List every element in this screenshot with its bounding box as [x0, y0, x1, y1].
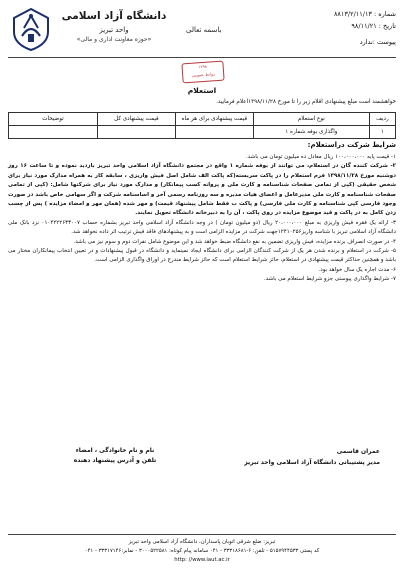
bidder-name-label: نام و نام خانوادگی ، امضاء — [75, 447, 155, 454]
university-heading — [54, 10, 174, 43]
condition-item: ۳- ارائه یک فقره فیش واریزی به مبلغ ۲۰،۰۰۰،۰۰۰ ریال (دو میلیون تومان ) در وجه دانشگاه آزاد اسلامی واحد تبریز بشماره حساب ۰۱۰۴۲۲۲۶۳۳۰۰۷ نزد بانک ملی دانشگاه آزاد اسلامی تبریز با شناسه واریز۱۲۴۱۰۲۵۶جهت شرکت در مزایده الزامی است و به پیشنهادهای فاقد فیش ترتیب اثر داده نخواهد شد. — [8, 219, 396, 236]
column-header: قیمت پیشنهادی کل — [97, 113, 175, 126]
condition-item: ۶- مدت اجاره یک سال خواهد بود. — [318, 266, 396, 273]
letter-meta — [246, 8, 396, 48]
registry-stamp — [181, 61, 224, 84]
table-row — [9, 126, 396, 139]
intro-text: خواهشمند است مبلغ پیشنهادی اقلام زیر را تا مورخ ۱۳۹۸/۱۱/۲۸اعلام فرمایید. — [216, 99, 396, 105]
condition-item: ۴- در صورت انصراف برنده مزایده، فیش واریزی تضمین به نفع دانشگاه ضبط خواهد شد و این موضوع شامل نفرات دوم و سوم نیز می باشد. — [73, 238, 396, 245]
letter-date: تاریخ : ۹۸/۱۱/۲۱ — [351, 22, 396, 30]
condition-item: ۵- شرکت در استعلام و برنده شدن هر یک از شرکت کنندگان الزامی برای دانشگاه ایجاد نمینماید و دانشگاه در قبول پیشنهادات و در تعیین انتخاب پیمانکاران مختار می باشد و همچنین حداکثر قیمت پیشنهادی در استعلام، حائز شرایط استعلام است که حائز شرایط مندرج در اوراق واگذاری الزامی است. — [8, 248, 396, 264]
column-header: ردیف — [369, 113, 395, 126]
condition-item: ۷- شرایط واگذاری پیوستی جزو شرایط استعلام می باشد. — [263, 276, 396, 283]
bidder-signature-block — [30, 446, 200, 466]
column-header: توضیحات — [9, 113, 98, 126]
letter-number: شماره : ۸۸۱۳/۲/۱۱/۱۳ — [333, 10, 396, 18]
condition-item: ۲- شرکت کننده گان در استعلام، می توانند از بوفه شماره ۱ واقع در مجتمع دانشگاه آزاد اسلامی واحد تبریز بازدید نموده و تا ساعت ۱۶ روز دوشنبه مورخ ۱۳۹۸/۱۱/۲۸ فرم استعلام را در پاکت سربسته(که پاکت الف شامل اصل فیش واریزی ، سابقه کار به همراه مدارک مورد نیاز برای شخص حقیقی (کپی از تمامی صفحات شناسنامه و کارت ملی و پروانه کسب پیمانکار) و مدارک مورد نیاز برای شرکتها شامل: (کپی از تمامی صفحات شناسنامه و کارت ملی مدیرعامل و اعضای هیات مدیره و سه روزنامه رسمی آخر و اساسنامه شرکت و اگر سهامی خاص باشد در صورت وجود فارسی کپی شناسنامه و کارت ملی فارسی) و پاکت ب فقط شامل پیشنهاد قیمت) و مهر شده (همان مهر و امضاء مزایده ) پس از چسب زدن کامل به در پاکت و قید موضوع مزایده در روی پاکت ، آن را به دبیرخانه دانشگاه تحویل نمایند. — [8, 163, 397, 217]
bidder-contact-label: تلفن و آدرس پیشنهاد دهنده — [73, 457, 157, 464]
header-divider — [8, 57, 396, 58]
bismillah-heading: باسمه تعالی — [186, 26, 222, 34]
table-cell — [9, 126, 98, 139]
stamp-number: ۱۲۹۸ — [198, 63, 208, 70]
table-cell — [175, 126, 253, 139]
letter-attachment: پیوست :ندارد — [359, 38, 396, 46]
table-cell: واگذاری بوفه شماره ۱ — [253, 126, 369, 139]
conditions-list — [8, 153, 396, 285]
page-title: استعلام — [187, 86, 217, 95]
page-footer — [8, 538, 396, 565]
column-header: قیمت پیشنهادی برای هر ماه — [175, 113, 253, 126]
footer-address: تبریز: ضلع شرقی اتوبان پاسداران، دانشگاه آزاد اسلامی واحد تبریز — [128, 539, 276, 545]
official-signature-block — [210, 446, 380, 468]
signatory-position: مدیر پشتیبانی دانشگاه آزاد اسلامی واحد تبریز — [244, 459, 380, 466]
table-header-row — [9, 113, 396, 126]
condition-item: ۱- قیمت پایه ۱۰۰،۰۰۰،۰۰۰ ریال معادل ده میلیون تومان می باشد. — [245, 154, 396, 160]
university-logo — [10, 6, 52, 52]
footer-contact: کد پستی ۵۱۵۷۹۴۴۵۳۳ - تلفن: ۶-۳۳۳۱۸۶۸۱ - ۰۴۱ سامانه پیام کوتاه: ۳۰۰۰۵۲۲۵۸۱ - نمابر:۳۳۳۱۷۱۴۶ - ۰۴۱ — [84, 548, 320, 554]
branch-name: واحد تبریز — [99, 26, 129, 34]
stamp-text: روابط عمومی — [191, 71, 216, 78]
column-header: نوع استعلام — [253, 113, 369, 126]
inquiry-table — [8, 112, 396, 139]
university-name: دانشگاه آزاد اسلامی — [61, 10, 167, 22]
signatory-name: عمران قاسمی — [336, 448, 380, 455]
footer-divider — [8, 534, 396, 535]
department-name: «حوزه معاونت اداری و مالی» — [76, 36, 152, 43]
table-cell — [97, 126, 175, 139]
footer-website: http: //www.iaut.ac.ir — [174, 557, 230, 563]
conditions-title: شرایط شرکت دراستعلام: — [307, 141, 396, 149]
table-cell: ۱ — [369, 126, 395, 139]
